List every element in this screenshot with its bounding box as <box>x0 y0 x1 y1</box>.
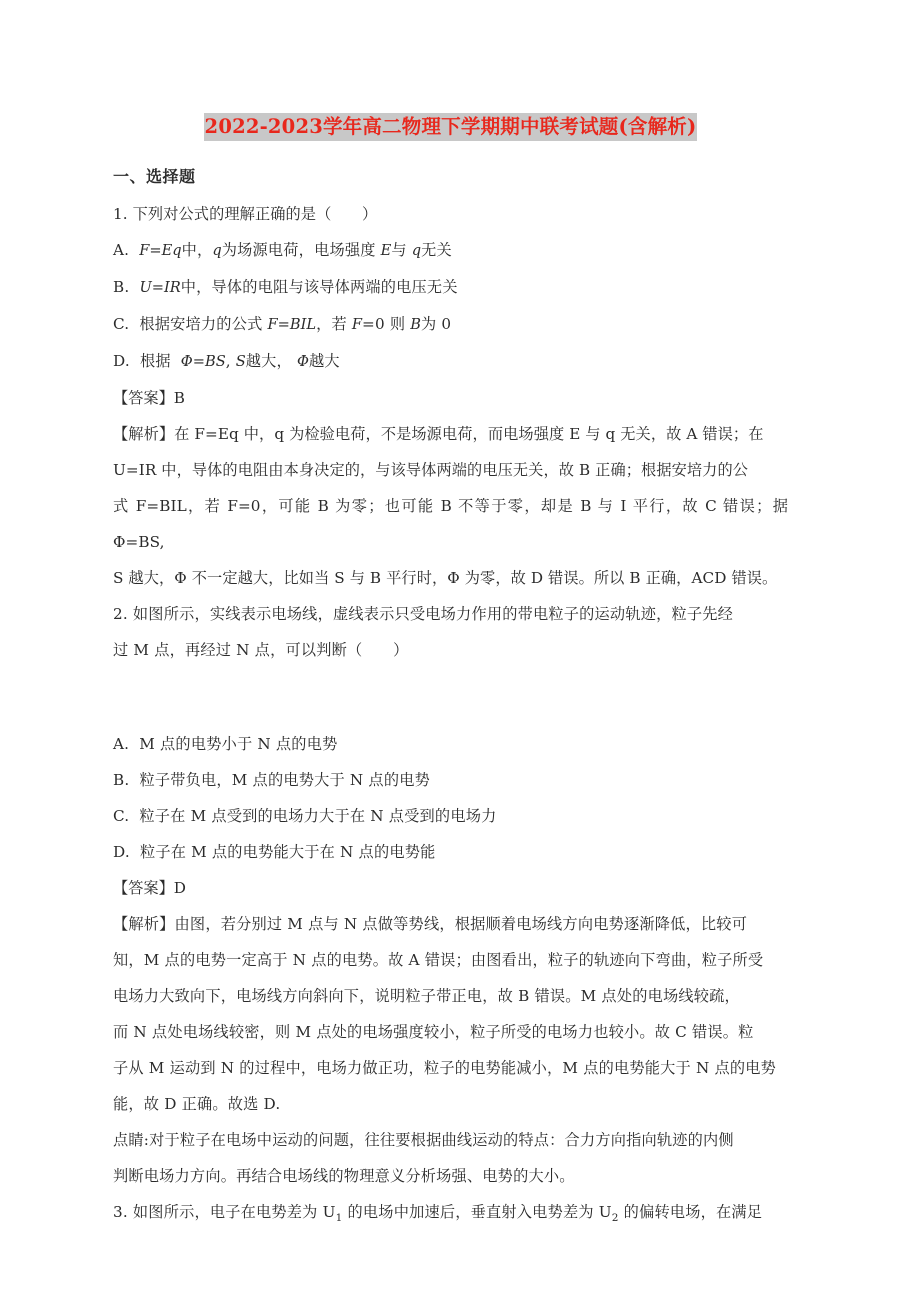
answer-value: B <box>173 389 185 407</box>
question-2-option-b[interactable] <box>113 762 788 798</box>
question-3-stem-mid: 的电场中加速后，垂直射入电势差为 U <box>342 1203 612 1221</box>
option-a-text-2: 为场源电荷，电场强度 <box>221 241 376 259</box>
question-3-subscript-1: 1 <box>335 1212 343 1225</box>
option-a-formula-4: q <box>411 242 422 259</box>
option-a-label: A. <box>113 241 130 259</box>
question-2-tip-line-1: 点睛:对于粒子在电场中运动的问题，往往要根据曲线运动的特点：合力方向指向轨迹的内侧 <box>113 1131 734 1149</box>
option-b-label: B. <box>113 278 130 296</box>
option-a-formula-3: E <box>380 242 392 259</box>
option-c-formula-1: F=BIL <box>267 316 317 333</box>
question-1-stem <box>113 196 788 232</box>
option-b-label: B. <box>113 771 130 789</box>
page-content <box>113 112 788 1236</box>
option-c-text-1: ，若 <box>316 315 347 333</box>
option-d-label: D. <box>113 352 130 370</box>
option-b-text-1: 中，导体的电阻与该导体两端的电压无关 <box>180 278 458 296</box>
option-d-label: D. <box>113 843 130 861</box>
question-2-option-d[interactable] <box>113 834 788 870</box>
question-1-stem-text: 下列对公式的理解正确的是（ ） <box>132 205 378 223</box>
question-3-stem <box>113 1194 788 1236</box>
question-2-option-a[interactable] <box>113 726 788 762</box>
option-a-text-4: 无关 <box>421 241 452 259</box>
question-1-explanation-line-1: 【解析】在 F=Eq 中，q 为检验电荷，不是场源电荷，而电场强度 E 与 q 无关，故 A 错误；在 <box>113 425 764 443</box>
option-c-label: C. <box>113 807 130 825</box>
question-2-explanation-line-2: 知，M 点的电势一定高于 N 点的电势。故 A 错误；由图看出，粒子的轨迹向下弯曲，粒子所受 <box>113 951 764 969</box>
question-1-explanation-line-3: 式 F=BIL，若 F=0，可能 B 为零；也可能 B 不等于零，却是 B 与 I 平行，故 C 错误；据 Φ=BS, <box>113 497 788 551</box>
option-d-text: 粒子在 M 点的电势能大于在 N 点的电势能 <box>139 843 436 861</box>
option-a-text-3: 与 <box>391 241 407 259</box>
option-c-label: C. <box>113 315 130 333</box>
answer-label: 【答案】 <box>113 879 174 897</box>
option-d-text-2: 越大， <box>245 352 292 370</box>
question-1-explanation-line-2: U=IR 中，导体的电阻由本身决定的，与该导体两端的电压无关，故 B 正确；根据安培力的公 <box>113 461 749 479</box>
option-d-formula-2: S <box>235 353 246 370</box>
page-title <box>113 112 788 142</box>
option-c-formula-3: B <box>410 316 421 333</box>
question-3-stem-suffix: 的偏转电场，在满足 <box>618 1203 763 1221</box>
option-c-text: 粒子在 M 点受到的电场力大于在 N 点受到的电场力 <box>139 807 497 825</box>
option-b-text: 粒子带负电，M 点的电势大于 N 点的电势 <box>139 771 430 789</box>
option-d-formula-1: Φ=BS <box>180 353 226 370</box>
question-2-stem-line-2: 过 M 点，再经过 N 点，可以判断（ ） <box>113 641 409 659</box>
question-1-option-b[interactable] <box>113 269 788 306</box>
question-2-explanation-line-1: 【解析】由图，若分别过 M 点与 N 点做等势线，根据顺着电场线方向电势逐渐降低，比较可 <box>113 915 748 933</box>
option-c-formula-2: F <box>351 316 363 333</box>
question-2-explanation-line-6: 能，故 D 正确。故选 D. <box>113 1095 281 1113</box>
question-2-figure-placeholder <box>113 668 788 726</box>
section-heading-choice-questions: 一、选择题 <box>113 167 196 186</box>
option-c-text-0: 根据安培力的公式 <box>139 315 263 333</box>
question-3-subscript-2: 2 <box>611 1212 619 1225</box>
option-a-text-1: 中， <box>181 241 213 259</box>
option-a-formula-1: F=Eq <box>139 242 182 259</box>
option-c-text-2: =0 则 <box>362 315 406 333</box>
page-title-text: 2022-2023学年高二物理下学期期中联考试题(含解析) <box>204 113 698 141</box>
question-2-explanation-line-5: 子从 M 运动到 N 的过程中，电场力做正功，粒子的电势能减小，M 点的电势能大于 N 点的电势 <box>113 1059 777 1077</box>
answer-value: D <box>173 879 186 897</box>
option-a-text: M 点的电势小于 N 点的电势 <box>139 735 338 753</box>
question-2-explanation-line-4: 而 N 点处电场线较密，则 M 点处的电场强度较小，粒子所受的电场力也较小。故 C 错误。粒 <box>113 1023 754 1041</box>
question-1-option-c[interactable] <box>113 306 788 343</box>
option-c-text-3: 为 0 <box>421 315 452 333</box>
question-2-stem-line-1: 2. 如图所示，实线表示电场线，虚线表示只受电场力作用的带电粒子的运动轨迹，粒子先经 <box>113 605 734 623</box>
question-2-answer <box>113 870 788 906</box>
question-1-option-d[interactable] <box>113 343 788 380</box>
option-d-formula-3: Φ <box>296 353 309 370</box>
question-2-tip-line-2: 判断电场力方向。再结合电场线的物理意义分析场强、电势的大小。 <box>113 1167 575 1185</box>
question-2-option-c[interactable] <box>113 798 788 834</box>
option-d-text-3: 越大 <box>308 352 340 370</box>
question-1-option-a[interactable] <box>113 232 788 269</box>
question-1-answer <box>113 380 788 416</box>
answer-label: 【答案】 <box>113 389 174 407</box>
option-d-text-0: 根据 <box>139 352 171 370</box>
option-b-formula-1: U=IR <box>139 279 181 296</box>
question-1-number: 1. <box>113 205 128 223</box>
option-a-formula-2: q <box>212 242 222 259</box>
question-3-stem-prefix: 3. 如图所示，电子在电势差为 U <box>113 1203 336 1221</box>
question-2-explanation-line-3: 电场力大致向下，电场线方向斜向下，说明粒子带正电，故 B 错误。M 点处的电场线较疏， <box>113 987 740 1005</box>
question-1-explanation-line-4: S 越大，Φ 不一定越大，比如当 S 与 B 平行时，Φ 为零，故 D 错误。所以 B 正确，ACD 错误。 <box>113 569 778 587</box>
option-d-text-1: , <box>225 352 231 370</box>
option-a-label: A. <box>113 735 130 753</box>
